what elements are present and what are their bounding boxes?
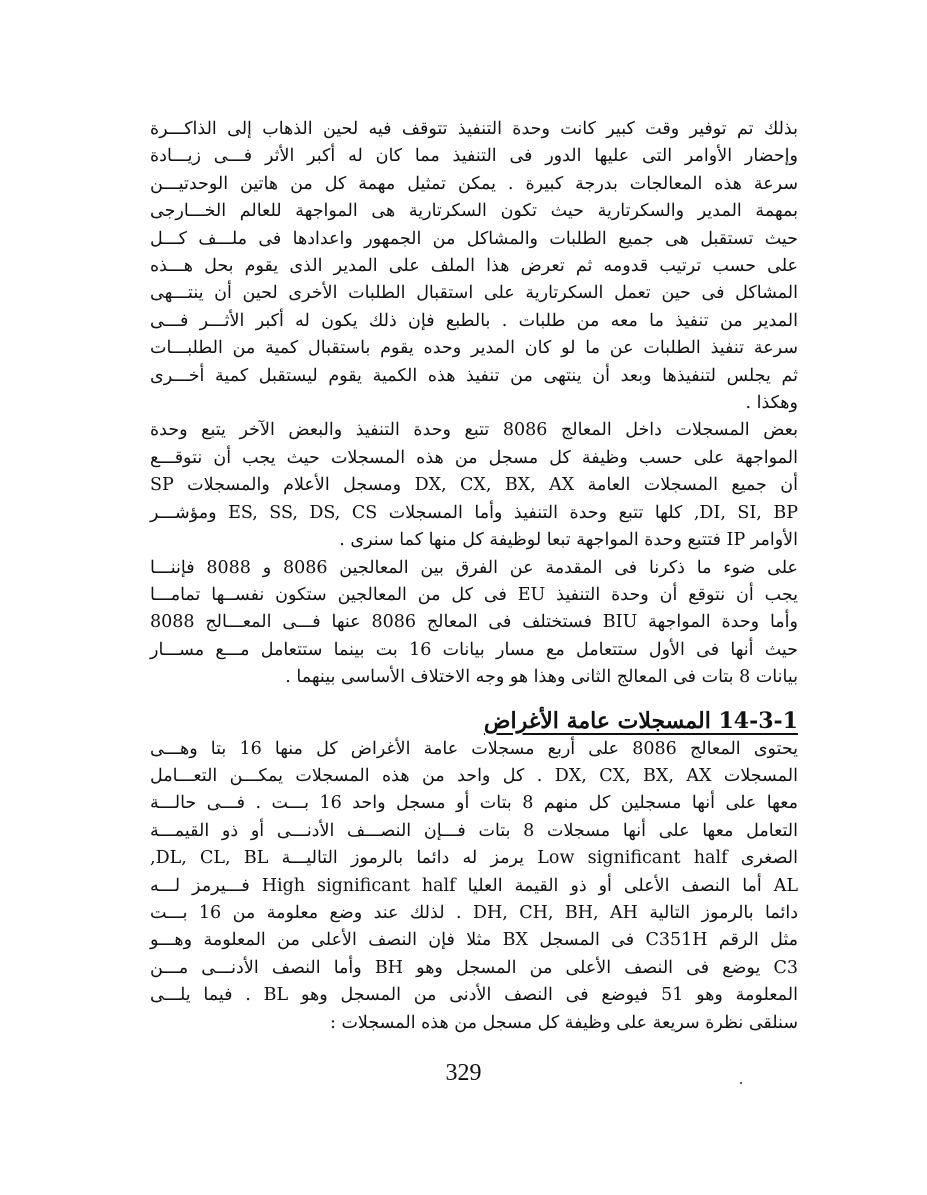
paragraph-processor-units [150,116,798,417]
scan-speck [740,1082,742,1084]
text-line: وهكذا . [745,393,798,414]
text-line: بمهمة المدير والسكرتارية حيث تكون السكرتارية هى المواجهة للعالم الخـــارجى [150,201,798,222]
text-line: DI, SI, BP, كلها تتبع وحدة التنفيذ وأما المسجلات ES, SS, DS, CS ومؤشـــر [150,502,799,523]
text-line: C3 يوضع فى النصف الأعلى من المسجل وهو BH وأما النصف الأدنـــى مـــن [150,957,798,978]
text-line: أن جميع المسجلات العامة DX, CX, BX, AX ومسجل الأعلام والمسجلات SP [150,475,799,496]
text-line: سرعة هذه المعالجات بدرجة كبيرة . يمكن تمثيل مهمة كل من هاتين الوحدتيـــن [150,173,798,194]
text-line: وإحضار الأوامر التى عليها الدور فى التنفيذ مما كان له أكبر الأثر فـــى زيـــادة [150,146,798,167]
text-line: على ضوء ما ذكرنا فى المقدمة عن الفرق بين المعالجين 8086 و 8088 فإننـــا [150,557,798,578]
page-body [150,116,798,1046]
text-line: AL أما النصف الأعلى أو ذو القيمة العليا High significant half فـــيرمز لـــه [150,875,798,896]
text-line: حيث تستقبل هى جميع الطلبات والمشاكل من الجمهور واعدادها فى ملـــف كـــل [150,228,798,249]
section-heading: 14-3-1 المسجلات عامة الأغراض [483,707,798,734]
text-line: بعض المسجلات داخل المعالج 8086 تتبع وحدة التنفيذ والبعض الآخر يتبع وحدة [150,420,798,441]
text-line: حيث أنها فى الأول ستتعامل مع مسار بيانات 16 بت بينما ستتعامل مـــع مســـار [150,639,799,660]
text-line: المسجلات DX, CX, BX, AX . كل واحد من هذه المسجلات يمكـــن التعـــامل [150,765,798,786]
text-line: مثل الرقم C351H فى المسجل BX مثلا فإن النصف الأعلى من المعلومة وهـــو [150,930,798,951]
text-line: يجب أن نتوقع أن وحدة التنفيذ EU فى كل من المعالجين ستكون نفســها تمامـــا [150,584,798,605]
text-line: سنلقى نظرة سريعة على وظيفة كل مسجل من هذه المسجلات : [329,1012,798,1033]
text-line: يحتوى المعالج 8086 على أربع مسجلات عامة الأغراض كل منها 16 بتا وهـــى [150,738,799,759]
text-line: سرعة تنفيذ الطلبات عن ما لو كان المدير وحده يقوم باستقبال كمية من الطلبـــات [150,338,798,359]
text-line: الصغرى Low significant half يرمز له دائما بالرموز التاليـــة DL, CL, BL, [150,848,798,869]
text-line: الأوامر IP فتتبع وحدة المواجهة تبعا لوظيفة كل منها كما سنرى . [339,530,798,551]
text-line: ثم يجلس لتنفيذها وبعد أن ينتهى من تنفيذ هذه الكمية يقوم ليستقبل كمية أخـــرى [150,365,798,386]
text-line: دائما بالرموز التالية DH, CH, BH, AH . لذلك عند وضع معلومة من 16 بـــت [150,902,799,923]
text-line: بيانات 8 بتات فى المعالج الثانى وهذا هو وجه الاختلاف الأساسى بينهما . [285,667,798,688]
paragraph-general-registers [150,736,798,1037]
text-line: بذلك تم توفير وقت كبير كانت وحدة التنفيذ تتوقف فيه لحين الذهاب إلى الذاكـــرة [150,119,798,139]
text-line: معها على أنها مسجلين كل منهم 8 بتات أو مسجل واحد 16 بـــت . فـــى حالـــة [150,793,798,814]
text-line: على حسب ترتيب قدومه ثم تعرض هذا الملف على المدير الذى يقوم بحل هـــذه [150,256,798,277]
text-line: المدير من تنفيذ ما معه من طلبات . بالطبع فإن ذلك يكون له أكبر الأثـــر فـــى [150,310,798,331]
text-line: المواجهة على حسب وظيفة كل مسجل من هذه المسجلات حيث يجب أن نتوقـــع [150,447,798,468]
paragraph-8086-vs-8088 [150,555,798,692]
text-line: المشاكل فى حين تعمل السكرتارية على استقبال الطلبات الأخرى لحين أن ينتـــهى [150,283,798,304]
page-number: 329 [445,1060,482,1086]
text-line: وأما وحدة المواجهة BIU فستختلف فى المعالج 8086 عنها فـــى المعـــالج 8088 [150,612,798,633]
text-line: المعلومة وهو 51 فيوضع فى النصف الأدنى من المسجل وهو BL . فيما يلـــى [150,985,798,1006]
text-line: التعامل معها على أنها مسجلات 8 بتات فـــإن النصـــف الأدنـــى أو ذو القيمـــة [150,820,798,841]
paragraph-register-assignment [150,417,798,554]
